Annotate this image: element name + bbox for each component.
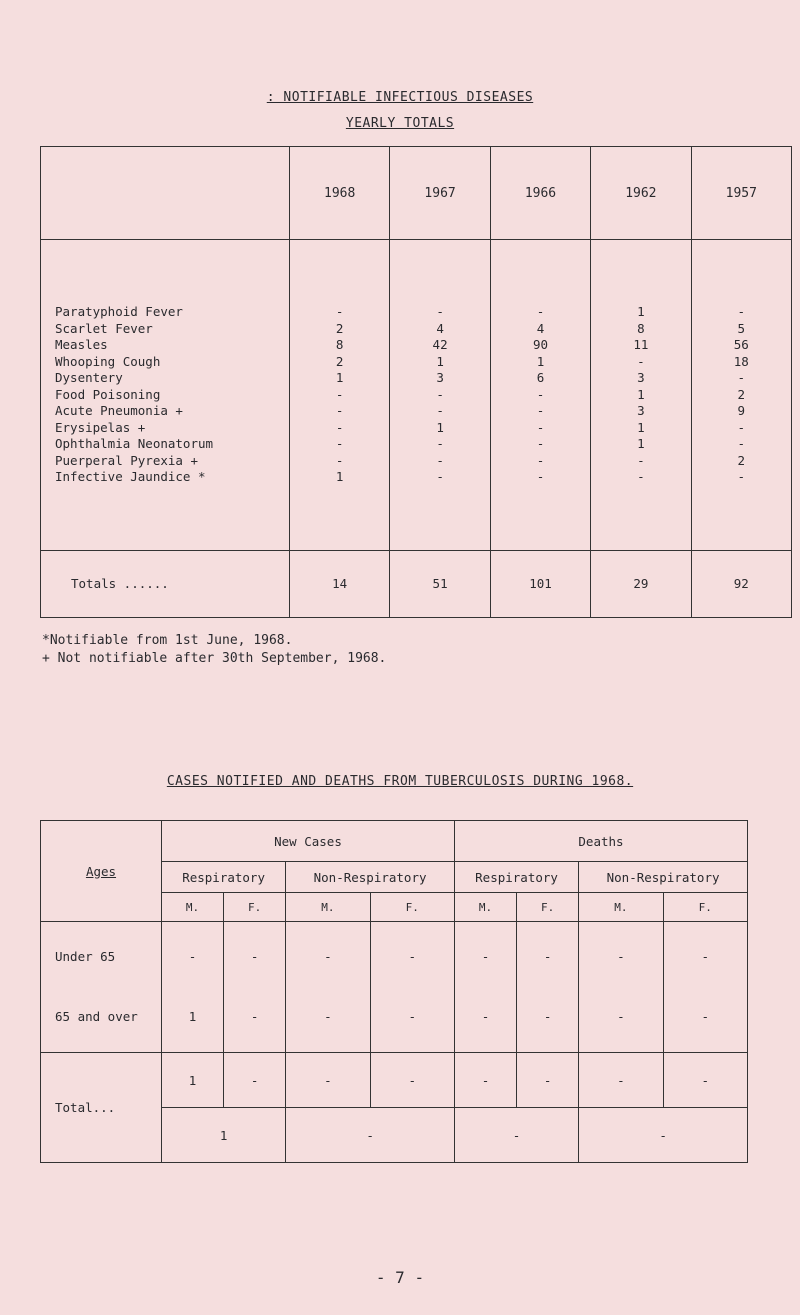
ages-header: Ages (41, 821, 162, 922)
female-header: F. (224, 893, 286, 922)
table-row (41, 420, 792, 437)
cell-value: 9 (691, 403, 791, 420)
cell-value: 2 (290, 321, 390, 338)
cell-value: 1 (591, 387, 691, 404)
cell-value: - (579, 922, 663, 981)
total-value: 29 (591, 550, 691, 617)
cell-value: - (591, 453, 691, 470)
disease-name: Paratyphoid Fever (41, 304, 290, 321)
year-header-row (41, 147, 792, 240)
new-cases-header: New Cases (162, 821, 455, 862)
cell-value: 4 (390, 321, 490, 338)
cell-value: 4 (490, 321, 590, 338)
deaths-header: Deaths (454, 821, 747, 862)
cell-value: 1 (390, 420, 490, 437)
cell-value: - (454, 1053, 516, 1108)
cell-value: - (663, 922, 747, 981)
disease-name: Measles (41, 337, 290, 354)
cell-value: - (454, 980, 516, 1053)
disease-name: Scarlet Fever (41, 321, 290, 338)
new-non-respiratory-header: Non-Respiratory (286, 862, 455, 893)
cell-value: - (390, 387, 490, 404)
table-row (41, 337, 792, 354)
cell-value: - (490, 387, 590, 404)
new-respiratory-header: Respiratory (162, 862, 286, 893)
table-row (41, 980, 748, 1053)
cell-value: - (517, 922, 579, 981)
cell-value: - (286, 1053, 370, 1108)
cell-value: - (290, 304, 390, 321)
cell-value: - (370, 922, 454, 981)
total-value: 14 (290, 550, 390, 617)
female-header: F. (663, 893, 747, 922)
table-row (41, 922, 748, 981)
male-header: M. (162, 893, 224, 922)
cell-value: - (691, 304, 791, 321)
cell-value: - (579, 980, 663, 1053)
cell-value: - (579, 1053, 663, 1108)
disease-name: Acute Pneumonia + (41, 403, 290, 420)
cell-value: - (490, 403, 590, 420)
cell-value: - (490, 420, 590, 437)
male-header: M. (286, 893, 370, 922)
male-header: M. (454, 893, 516, 922)
disease-name: Puerperal Pyrexia + (41, 453, 290, 470)
total-label: Total... (41, 1053, 162, 1163)
cell-value: 1 (490, 354, 590, 371)
totals-label: Totals ...... (41, 550, 290, 617)
cell-value: - (224, 980, 286, 1053)
table-row (41, 453, 792, 470)
cell-value: 11 (591, 337, 691, 354)
cell-value: 3 (390, 370, 490, 387)
cell-value: - (224, 1053, 286, 1108)
cell-value: - (370, 1053, 454, 1108)
footnote-star: *Notifiable from 1st June, 1968. (42, 633, 293, 648)
cell-value: - (224, 922, 286, 981)
cell-value: - (454, 922, 516, 981)
notifiable-rows (41, 304, 792, 486)
cell-value: 2 (691, 387, 791, 404)
total-value: 92 (691, 550, 791, 617)
cell-value: 42 (390, 337, 490, 354)
cell-value: - (691, 420, 791, 437)
cell-value: - (286, 980, 370, 1053)
cell-value: - (286, 922, 370, 981)
footnote-plus: + Not notifiable after 30th September, 1968. (42, 651, 387, 666)
cell-value: - (290, 403, 390, 420)
cell-value: 2 (290, 354, 390, 371)
tuberculosis-table (40, 820, 748, 1163)
cell-value: 1 (390, 354, 490, 371)
total-row (41, 1053, 748, 1108)
table-row (41, 304, 792, 321)
cell-value: - (591, 354, 691, 371)
tb-title: CASES NOTIFIED AND DEATHS FROM TUBERCULOSIS DURING 1968. (166, 774, 634, 789)
table-row (41, 387, 792, 404)
cell-value: 1 (591, 436, 691, 453)
cell-value: 18 (691, 354, 791, 371)
deaths-non-respiratory-header: Non-Respiratory (579, 862, 748, 893)
cell-value: - (517, 980, 579, 1053)
age-label: Under 65 (41, 922, 162, 981)
cell-value: - (591, 469, 691, 486)
table-row (41, 370, 792, 387)
cell-value: - (490, 436, 590, 453)
cell-value: - (691, 436, 791, 453)
total-value: 51 (390, 550, 490, 617)
cell-value: - (370, 980, 454, 1053)
page-subtitle: YEARLY TOTALS (345, 116, 455, 131)
cell-value: 2 (691, 453, 791, 470)
disease-name: Ophthalmia Neonatorum (41, 436, 290, 453)
age-label: 65 and over (41, 980, 162, 1053)
cell-value: - (663, 980, 747, 1053)
footnotes (42, 632, 386, 668)
cell-value: - (390, 403, 490, 420)
year-header: 1957 (691, 147, 791, 240)
cell-value: 1 (591, 304, 691, 321)
cell-value: 90 (490, 337, 590, 354)
cell-value: 56 (691, 337, 791, 354)
table-row (41, 321, 792, 338)
disease-name: Dysentery (41, 370, 290, 387)
total-value: 101 (490, 550, 590, 617)
cell-value: - (663, 1053, 747, 1108)
cell-value: - (517, 1053, 579, 1108)
totals-row (41, 550, 792, 617)
male-header: M. (579, 893, 663, 922)
cell-value: - (290, 387, 390, 404)
year-header: 1962 (591, 147, 691, 240)
disease-header-cell (41, 147, 290, 240)
summary-value: - (454, 1108, 578, 1163)
female-header: F. (517, 893, 579, 922)
year-header: 1968 (290, 147, 390, 240)
cell-value: - (691, 469, 791, 486)
disease-name: Infective Jaundice * (41, 469, 290, 486)
cell-value: - (390, 436, 490, 453)
cell-value: 8 (290, 337, 390, 354)
page-title: : NOTIFIABLE INFECTIOUS DISEASES (266, 90, 534, 105)
cell-value: - (162, 922, 224, 981)
cell-value: 6 (490, 370, 590, 387)
cell-value: - (390, 304, 490, 321)
table-row (41, 354, 792, 371)
notifiable-diseases-table (40, 146, 792, 618)
table-row (41, 436, 792, 453)
cell-value: 1 (162, 980, 224, 1053)
female-header: F. (370, 893, 454, 922)
cell-value: 5 (691, 321, 791, 338)
cell-value: - (490, 304, 590, 321)
cell-value: - (390, 469, 490, 486)
summary-value: - (579, 1108, 748, 1163)
disease-name: Food Poisoning (41, 387, 290, 404)
cell-value: 3 (591, 370, 691, 387)
cell-value: 1 (290, 370, 390, 387)
cell-value: - (290, 436, 390, 453)
disease-name: Erysipelas + (41, 420, 290, 437)
cell-value: 8 (591, 321, 691, 338)
summary-value: - (286, 1108, 455, 1163)
deaths-respiratory-header: Respiratory (454, 862, 578, 893)
cell-value: 3 (591, 403, 691, 420)
page-number: - 7 - (375, 1268, 425, 1287)
cell-value: 1 (591, 420, 691, 437)
summary-value: 1 (162, 1108, 286, 1163)
cell-value: - (490, 469, 590, 486)
cell-value: - (691, 370, 791, 387)
cell-value: - (290, 453, 390, 470)
cell-value: 1 (290, 469, 390, 486)
cell-value: - (290, 420, 390, 437)
table-row (41, 403, 792, 420)
cell-value: 1 (162, 1053, 224, 1108)
cell-value: - (390, 453, 490, 470)
cell-value: - (490, 453, 590, 470)
year-header: 1966 (490, 147, 590, 240)
disease-name: Whooping Cough (41, 354, 290, 371)
year-header: 1967 (390, 147, 490, 240)
table-row (41, 469, 792, 486)
